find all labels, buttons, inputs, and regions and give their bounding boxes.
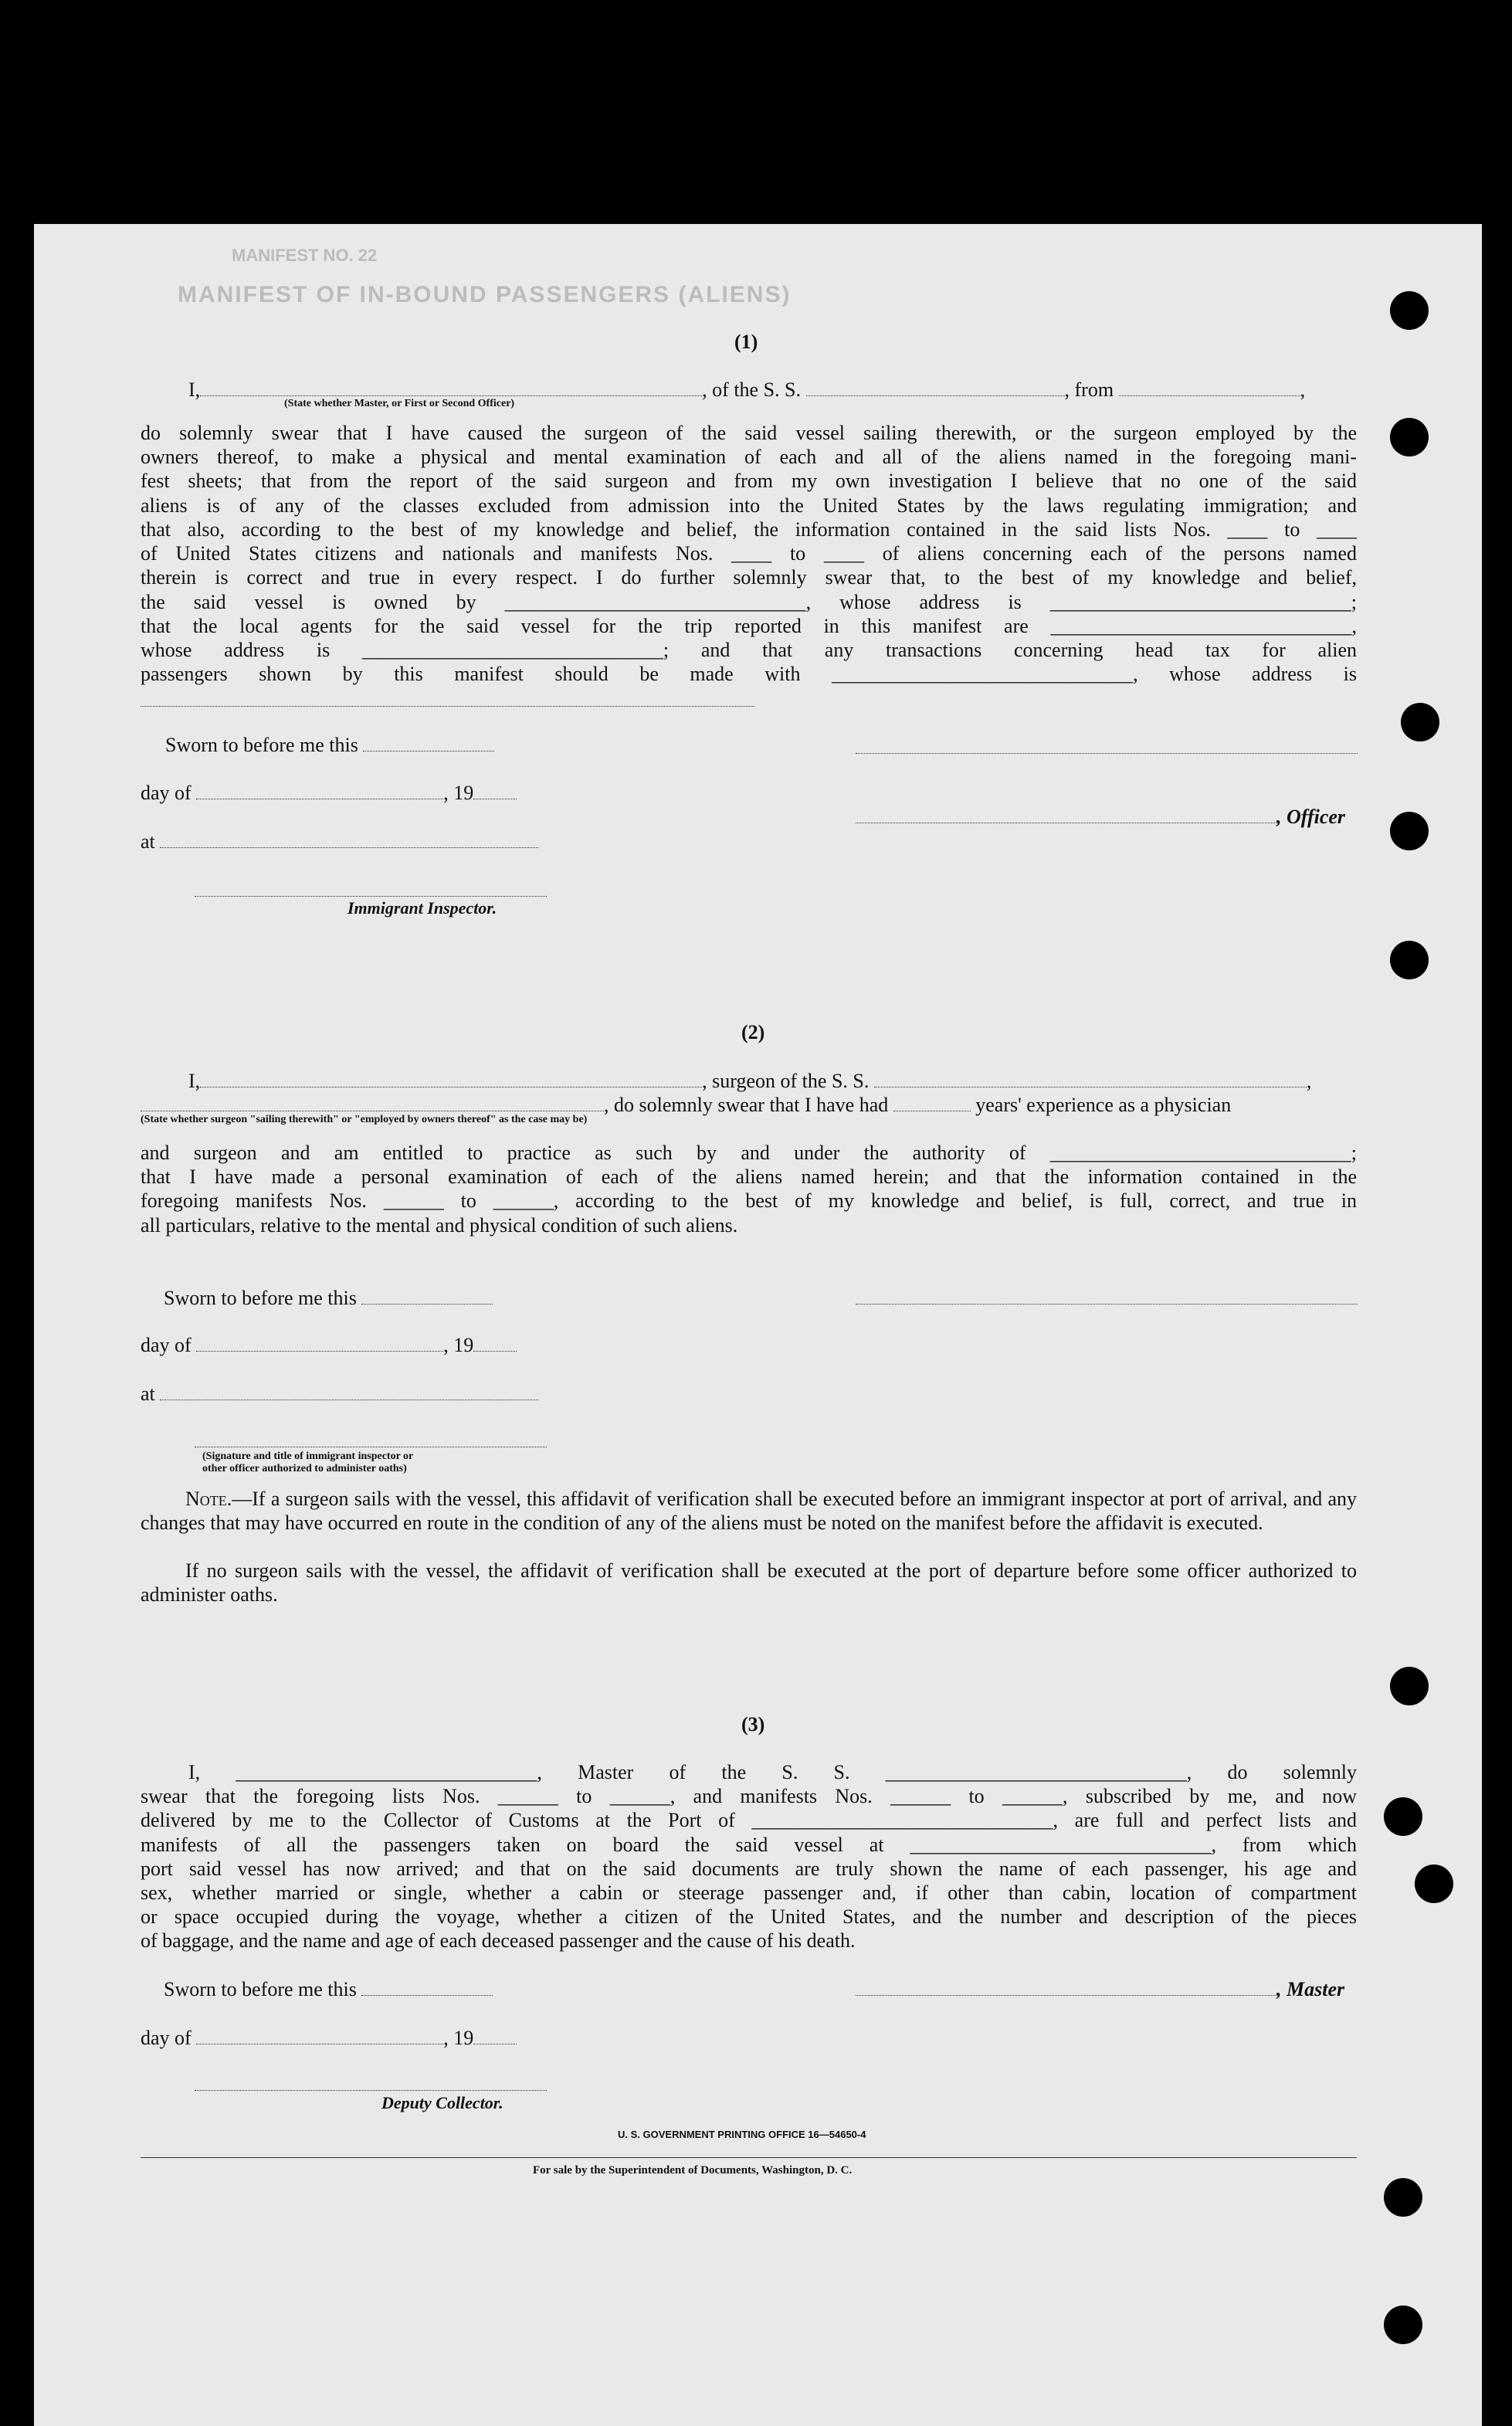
jurat-sworn: Sworn to before me this	[164, 1287, 493, 1310]
note-label: Note.	[185, 1488, 232, 1510]
oath-text: do solemnly swear that I have caused the surgeon of the said vessel sailing therewith, or the surgeon employed by the	[141, 422, 1357, 444]
punch-hole	[1401, 703, 1439, 741]
punch-hole	[1390, 291, 1429, 330]
oath-text: foregoing manifests Nos. ______ to ______, according to the best of my knowledge and belief, is full, correct, and true in	[141, 1189, 1357, 1212]
signature-hint: other officer authorized to administer oaths)	[202, 1463, 407, 1474]
oath-text: passengers shown by this manifest should be made with ______________________________, whose address is	[141, 663, 1357, 685]
punch-hole	[1384, 1797, 1422, 1836]
bleed-stamp: MANIFEST OF IN-BOUND PASSENGERS (ALIENS)	[178, 282, 792, 307]
oath-text: of United States citizens and nationals and manifests Nos. ____ to ____ of aliens concerning each of the persons named	[141, 542, 1357, 565]
officer-signature: , Officer	[856, 806, 1345, 829]
section-number: (3)	[741, 1713, 765, 1736]
oath-text: that also, according to the best of my knowledge and belief, the information contained in the said lists Nos. ____ to ____	[141, 518, 1357, 541]
jurat-sworn: Sworn to before me this	[165, 734, 494, 757]
inspector-label: Immigrant Inspector.	[347, 898, 497, 918]
punch-hole	[1390, 812, 1429, 850]
field-line: I, , of the S. S. , from ,	[188, 378, 1306, 401]
jurat-sworn: Sworn to before me this	[164, 1978, 493, 2001]
signature-line	[856, 753, 1358, 754]
signature-line	[856, 1304, 1358, 1305]
section-number: (1)	[734, 331, 758, 353]
jurat-day: day of , 19	[141, 2027, 517, 2050]
field-hint: (State whether surgeon "sailing therewith" or "employed by owners thereof" as the case may be)	[141, 1114, 588, 1125]
note-paragraph: If no surgeon sails with the vessel, the affidavit of verification shall be executed at the port of departure before some officer authorized to administer oaths.	[141, 1559, 1357, 1606]
jurat-day: day of , 19	[141, 1334, 517, 1357]
punch-hole	[1390, 1667, 1429, 1705]
oath-text: or space occupied during the voyage, whether a citizen of the United States, and the number and description of the pieces	[141, 1905, 1357, 1928]
blank-line	[141, 706, 754, 707]
bleed-stamp: MANIFEST NO. 22	[232, 246, 378, 265]
jurat-day: day of , 19	[141, 782, 517, 805]
field-hint: (State whether Master, or First or Second Officer)	[284, 398, 515, 409]
jurat-at: at	[141, 1383, 538, 1406]
field-line: , do solemnly swear that I have had years' experience as a physician	[141, 1094, 1231, 1117]
oath-text: owners thereof, to make a physical and mental examination of each and all of the aliens named in the foregoing mani-	[141, 446, 1357, 468]
punch-hole	[1384, 2178, 1422, 2217]
jurat-at: at	[141, 830, 538, 853]
punch-hole	[1415, 1864, 1453, 1903]
oath-text: whose address is ______________________________; and that any transactions concerning head tax for alien	[141, 639, 1357, 661]
oath-text: that I have made a personal examination of each of the aliens named herein; and that the information contained in the	[141, 1165, 1357, 1188]
collector-label: Deputy Collector.	[381, 2093, 503, 2112]
oath-text: I, ______________________________, Master of the S. S. ______________________________, do solemnly	[188, 1761, 1357, 1783]
inspector-signature-line	[195, 896, 547, 897]
oath-text: manifests of all the passengers taken on board the said vessel at ______________________________, from which	[141, 1834, 1357, 1856]
field-line: I, , surgeon of the S. S. ,	[188, 1070, 1312, 1092]
oath-text: of baggage, and the name and age of each deceased passenger and the cause of his death.	[141, 1929, 856, 1952]
punch-hole	[1390, 941, 1429, 979]
oath-text: aliens is of any of the classes excluded from admission into the United States by the laws regulating immigration; and	[141, 494, 1357, 517]
oath-text: sex, whether married or single, whether a cabin or steerage passenger and, if other than cabin, location of compartment	[141, 1881, 1357, 1904]
oath-text: the said vessel is owned by ______________________________, whose address is ______________________________;	[141, 591, 1357, 613]
master-signature: , Master	[856, 1978, 1344, 2001]
oath-text: port said vessel has now arrived; and that on the said documents are truly shown the name of each passenger, his age and	[141, 1858, 1357, 1880]
oath-text: swear that the foregoing lists Nos. ______ to ______, and manifests Nos. ______ to ______, subscribed by me, and now	[141, 1785, 1357, 1807]
footer-rule	[141, 2157, 1357, 2158]
oath-text: fest sheets; that from the report of the said surgeon and from my own investigation I believe that no one of the said	[141, 470, 1357, 492]
sale-imprint: For sale by the Superintendent of Documents, Washington, D. C.	[533, 2164, 853, 2177]
oath-text: and surgeon and am entitled to practice as such by and under the authority of ______________________________;	[141, 1142, 1357, 1164]
printing-office-imprint: U. S. GOVERNMENT PRINTING OFFICE 16—54650-4	[618, 2129, 866, 2140]
oath-text: all particulars, relative to the mental and physical condition of such aliens.	[141, 1214, 738, 1237]
oath-text: delivered by me to the Collector of Customs at the Port of ______________________________, are full and perfect lists and	[141, 1809, 1357, 1831]
oath-text: therein is correct and true in every respect. I do further solemnly swear that, to the best of my knowledge and belief,	[141, 566, 1357, 589]
collector-signature-line	[195, 2090, 547, 2091]
punch-hole	[1384, 2306, 1422, 2344]
oath-text: that the local agents for the said vessel for the trip reported in this manifest are ______________________________,	[141, 615, 1357, 637]
punch-hole	[1390, 418, 1429, 456]
section-number: (2)	[741, 1021, 765, 1043]
signature-hint: (Signature and title of immigrant inspector or	[202, 1451, 414, 1462]
note-paragraph: Note.—If a surgeon sails with the vessel, this affidavit of verification shall be executed before an immigrant inspector at port of arrival, and any changes that may have occurred en route in the condition of any of the aliens must be noted on the manifest before the affidavit is executed.	[141, 1488, 1357, 1534]
